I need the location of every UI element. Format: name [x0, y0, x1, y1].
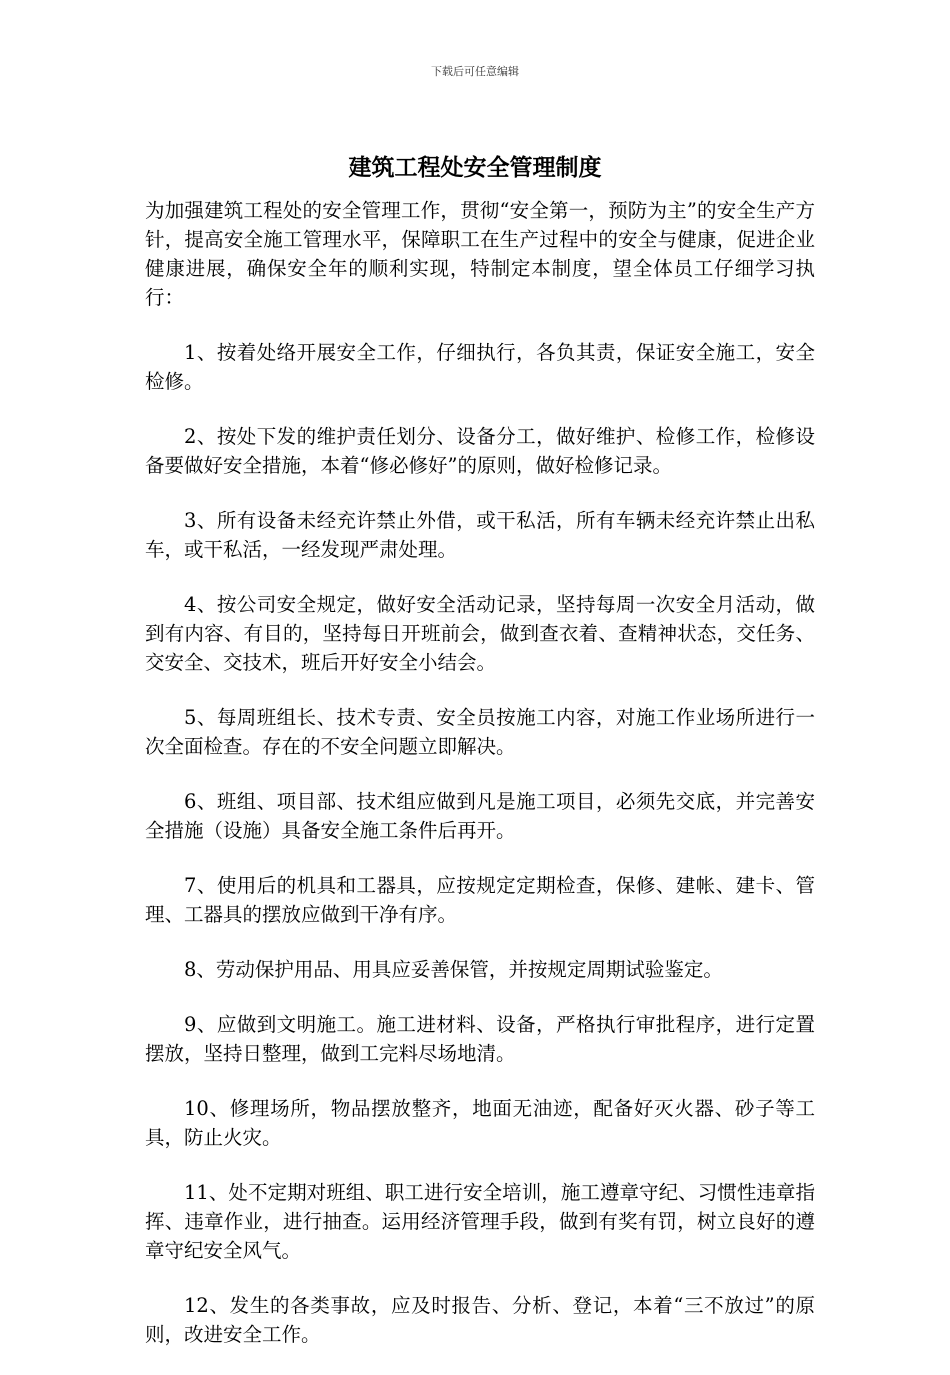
rule-item-6: 6、班组、项目部、技术组应做到凡是施工项目，必须先交底，并完善安全措施（设施）具备安全施工条件后再开。	[145, 790, 815, 842]
rule-item-12: 12、发生的各类事故，应及时报告、分析、登记，本着“三不放过”的原则，改进安全工作。	[145, 1294, 815, 1346]
document-body	[145, 196, 815, 1375]
rule-item-3: 3、所有设备未经充许禁止外借，或干私活，所有车辆未经充许禁止出私车，或干私活，一经发现严肃处理。	[145, 509, 815, 561]
rule-item-1: 1、按着处络开展安全工作，仔细执行，各负其责，保证安全施工，安全检修。	[145, 341, 815, 393]
header-note: 下载后可任意编辑	[431, 65, 519, 78]
rule-item-9: 9、应做到文明施工。施工进材料、设备，严格执行审批程序，进行定置摆放，坚持日整理，做到工完料尽场地清。	[145, 1013, 815, 1065]
rule-item-8: 8、劳动保护用品、用具应妥善保管，并按规定周期试验鉴定。	[184, 958, 723, 981]
rule-item-7: 7、使用后的机具和工器具，应按规定定期检查，保修、建帐、建卡、管理、工器具的摆放应做到干净有序。	[145, 874, 815, 926]
document-title: 建筑工程处安全管理制度	[348, 154, 602, 181]
rule-item-11: 11、处不定期对班组、职工进行安全培训，施工遵章守纪、习惯性违章指挥、违章作业，进行抽查。运用经济管理手段，做到有奖有罚，树立良好的遵章守纪安全风气。	[145, 1181, 815, 1262]
rule-item-2: 2、按处下发的维护责任划分、设备分工，做好维护、检修工作，检修设备要做好安全措施，本着“修必修好”的原则，做好检修记录。	[145, 425, 815, 477]
rule-item-5: 5、每周班组长、技术专责、安全员按施工内容，对施工作业场所进行一次全面检查。存在的不安全问题立即解决。	[145, 706, 815, 758]
rule-item-4: 4、按公司安全规定，做好安全活动记录，坚持每周一次安全月活动，做到有内容、有目的，坚持每日开班前会，做到查衣着、查精神状态，交任务、交安全、交技术，班后开好安全小结会。	[145, 593, 815, 674]
rule-item-10: 10、修理场所，物品摆放整齐，地面无油迹，配备好灭火器、砂子等工具，防止火灾。	[145, 1097, 815, 1149]
intro-paragraph: 为加强建筑工程处的安全管理工作，贯彻“安全第一，预防为主”的安全生产方针，提高安全施工管理水平，保障职工在生产过程中的安全与健康，促进企业健康进展，确保安全年的顺利实现，特制定本制度，望全体员工仔细学习执行：	[145, 199, 815, 309]
